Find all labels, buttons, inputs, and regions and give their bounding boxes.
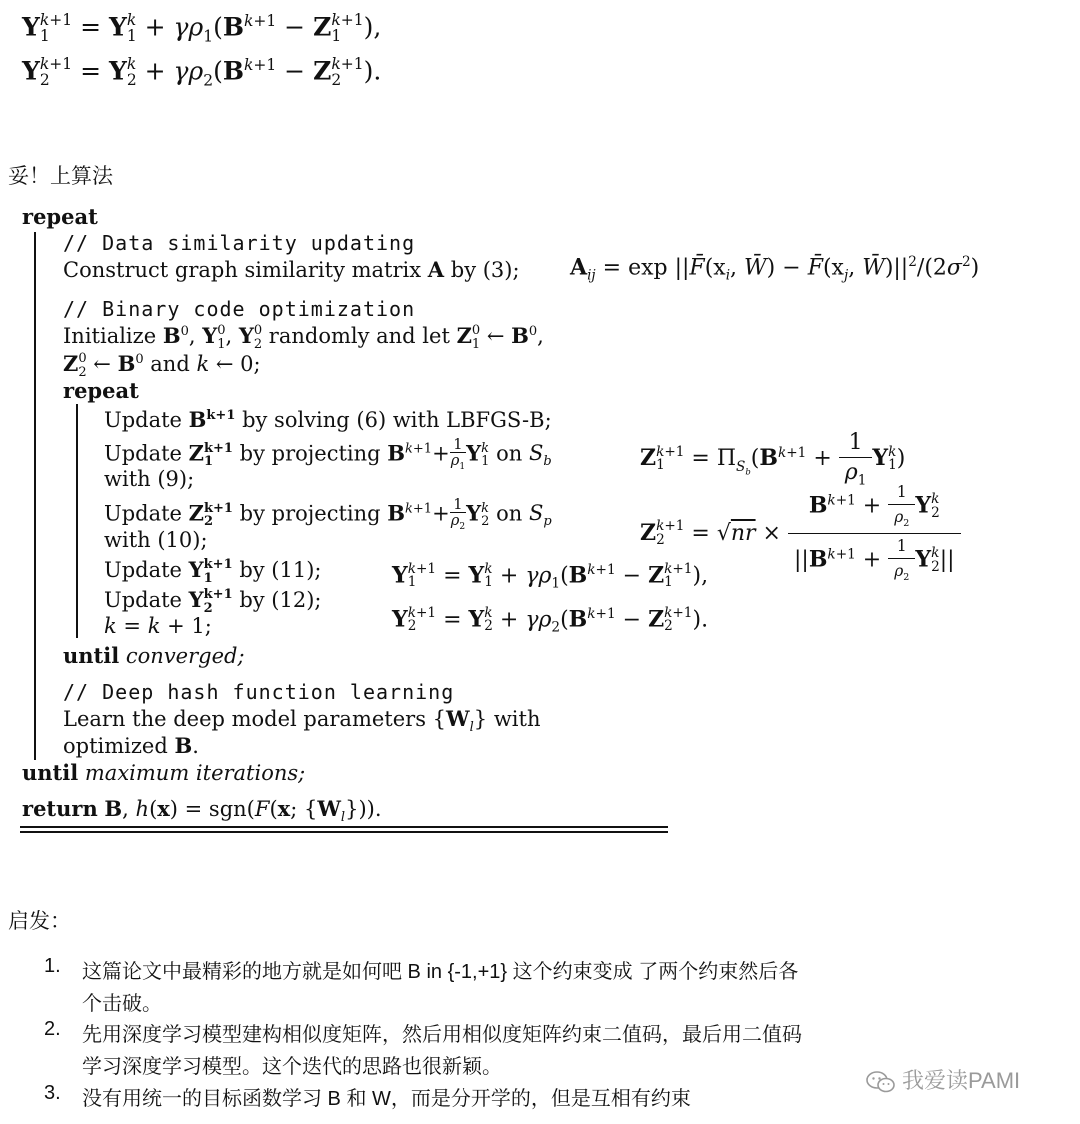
init-line-1: Initialize $B^0$, Y 0 1 , Y 0 2 randomly and let Z 0 1 ← $B^0$, [63,323,544,352]
notes-heading: 启发： [8,910,71,933]
watermark [866,1064,1020,1095]
update-z1-line: Update Z k+1 1 by projecting $B^{k+1}+$ $\frac{1}{\rho_1}$ Y k 1 on $S_b$ [104,436,552,473]
wechat-icon [866,1071,896,1093]
list-number: 3. [44,1082,61,1104]
y1-formula: Y k+1 1 = Y k 1 + $\gamma\rho_1(B^{k+1} - Z$ k+1 1 ), [392,560,709,592]
list-text-line1: 这篇论文中最精彩的地方就是如何吧 B in {-1,+1} 这个约束变成 了两个约束然后各 [82,961,799,983]
top-equation-1: Y k+1 1 = Y k 1 + $\gamma\rho_1(B^{k+1} - Z$ k+1 1 ), [22,11,382,46]
outer-loop-bar [34,232,36,760]
update-z2-line: Update Z k+1 2 by projecting $B^{k+1}+$ $\frac{1}{\rho_2}$ Y k 2 on $S_p$ [104,496,552,533]
comment-binary: // Binary code optimization [63,297,416,321]
list-text-line2: 个击破。 [82,993,162,1015]
update-b-line: Update $B^{k+1}$ by solving (6) with LBFGS-B; [104,407,552,432]
inner-loop-bar [76,404,78,638]
until-converged-line: until converged; [63,643,245,668]
return-line: return B, h(x) = sgn(F(x; $\{W_l\}$)). [22,796,382,826]
top-equation-2: Y k+1 2 = Y k 2 + $\gamma\rho_2(B^{k+1} - Z$ k+1 2 ). [22,55,382,90]
algorithm-bottom-rule-1 [20,826,668,828]
update-y1-line: Update Y k+1 1 by (11); [104,557,322,586]
comment-similarity: // Data similarity updating [63,231,416,255]
inner-repeat-keyword: repeat [63,378,139,403]
update-y2-line: Update Y k+1 2 by (12); [104,587,322,616]
with-9-line: with (9); [104,467,195,491]
z1-formula: Z k+1 1 = $\Pi_{S_b}(B^{k+1}$ + $\frac{1}{\rho_1}$ Y k 1 ) [640,430,906,489]
algorithm-heading: 妥！上算法 [8,165,113,188]
aij-formula: $A_{ij} = \exp$ $||F̄(x_i$, W̄) − $F̄(x_j$, $W̄)||^2/(2\sigma^2)$ [570,254,980,284]
list-text-line1: 先用深度学习模型建构相似度矩阵，然后用相似度矩阵约束二值码，最后用二值码 [82,1024,802,1046]
list-number: 2. [44,1018,61,1040]
with-10-line: with (10); [104,528,208,552]
watermark-text: 我爱读PAMI [902,1068,1021,1093]
y2-formula: Y k+1 2 = Y k 2 + $\gamma\rho_2(B^{k+1} - Z$ k+1 2 ). [392,604,709,636]
learn-line-2: optimized B. [63,733,199,758]
k-increment-line: k = k + 1; [104,614,212,638]
list-text-line2: 学习深度学习模型。这个迭代的思路也很新颖。 [82,1056,502,1078]
z2-formula: Z k+1 2 = √nr × $B^{k+1}$ + $\frac{1}{\rho_2}$ Y k 2 $||B^{k+1}$ + $\frac{1}{\rho_2}$ Y k 2 || [640,484,961,584]
until-max-line: until maximum iterations; [22,760,306,785]
comment-deep: // Deep hash function learning [63,680,455,704]
construct-line: Construct graph similarity matrix A by (3); [63,257,520,282]
algorithm-bottom-rule-2 [20,831,668,833]
list-text-line1: 没有用统一的目标函数学习 B 和 W，而是分开学的，但是互相有约束 [82,1088,691,1110]
init-line-2: Z 0 2 ← $B^0$ and k ← 0; [63,351,261,380]
learn-line-1: Learn the deep model parameters $\{W_l\}$ with [63,706,541,736]
list-number: 1. [44,955,61,977]
repeat-keyword: repeat [22,204,98,229]
